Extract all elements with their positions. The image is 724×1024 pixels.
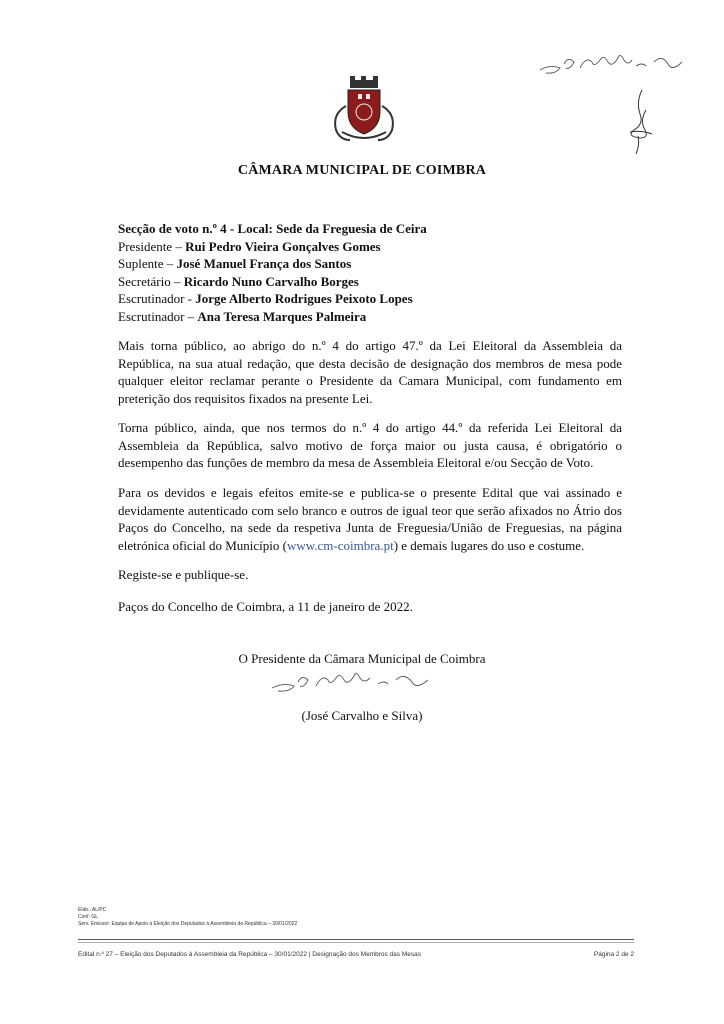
municipality-website-link[interactable]: www.cm-coimbra.pt	[286, 537, 394, 553]
paragraph-publication: Para os devidos e legais efeitos emite-se e publica-se o presente Edital que vai assinado e devidamente autenticado com selo branco e outros de igual teor que serão afixados no Átrio dos Paços do Concelho, na sede da respetiva Junta de Freguesia/União de Freguesias, na página eletrónica oficial do Município (www.cm-coimbra.pt) e demais lugares do uso e costume.	[118, 485, 622, 553]
paragraph-reclamation: Mais torna público, ao abrigo do n.º 4 do artigo 47.º da Lei Eleitoral da Assembleia da República, na sua atual redação, que desta decisão de designação dos membros de mesa pode qualquer eleitor reclamar perante o Presidente da Camara Municipal, com fundamento em preterição dos requisitos fixados na presente Lei.	[118, 338, 622, 406]
member-row: Escrutinador – Ana Teresa Marques Palmeira	[118, 308, 367, 324]
section-members-list	[118, 220, 427, 326]
member-row: Escrutinador - Jorge Alberto Rodrigues Peixoto Lopes	[118, 291, 413, 307]
page-footer	[78, 951, 634, 958]
signatory-role: O Presidente da Câmara Municipal de Coimbra	[238, 651, 486, 666]
member-row: Suplente – José Manuel França dos Santos	[118, 256, 352, 272]
place-date: Paços do Concelho de Coimbra, a 11 de janeiro de 2022.	[118, 599, 413, 614]
initial-mark	[620, 88, 660, 158]
coat-of-arms-logo	[322, 76, 406, 148]
section-line: Secção de voto n.º 4 - Local: Sede da Freguesia de Ceira	[118, 221, 427, 236]
member-row: Secretário – Ricardo Nuno Carvalho Borges	[118, 273, 359, 289]
signatory-name: (José Carvalho e Silva)	[301, 708, 423, 723]
signature-handwritten-top	[536, 50, 686, 80]
page-title: CÂMARA MUNICIPAL DE COIMBRA	[237, 163, 487, 178]
footer-edital-ref: Edital n.º 27 – Eleição dos Deputados à Assembleia da República – 30/01/2022 | Designação dos Membros das Mesas	[78, 951, 421, 958]
footer-divider	[78, 939, 634, 940]
signature-handwritten	[268, 668, 438, 696]
page-number: Página 2 de 2	[593, 951, 634, 958]
footer-divider-thin	[78, 942, 634, 943]
paragraph-obligation: Torna público, ainda, que nos termos do n.º 4 do artigo 44.º da referida Lei Eleitoral da Assembleia da República, salvo motivo de força maior ou justa causa, é obrigatório o desempenho das funções de membro da mesa de Assembleia Eleitoral e/ou Secção de Voto.	[118, 420, 622, 471]
paragraph-register: Registe-se e publique-se.	[118, 567, 249, 582]
document-metadata: Elab.: AL/PC Conf: GL Serv. Emissor: Equipa de Apoio à Eleição dos Deputados à Assembleia da República – 30/01/2022	[78, 907, 298, 927]
member-row: Presidente – Rui Pedro Vieira Gonçalves Gomes	[118, 238, 381, 254]
